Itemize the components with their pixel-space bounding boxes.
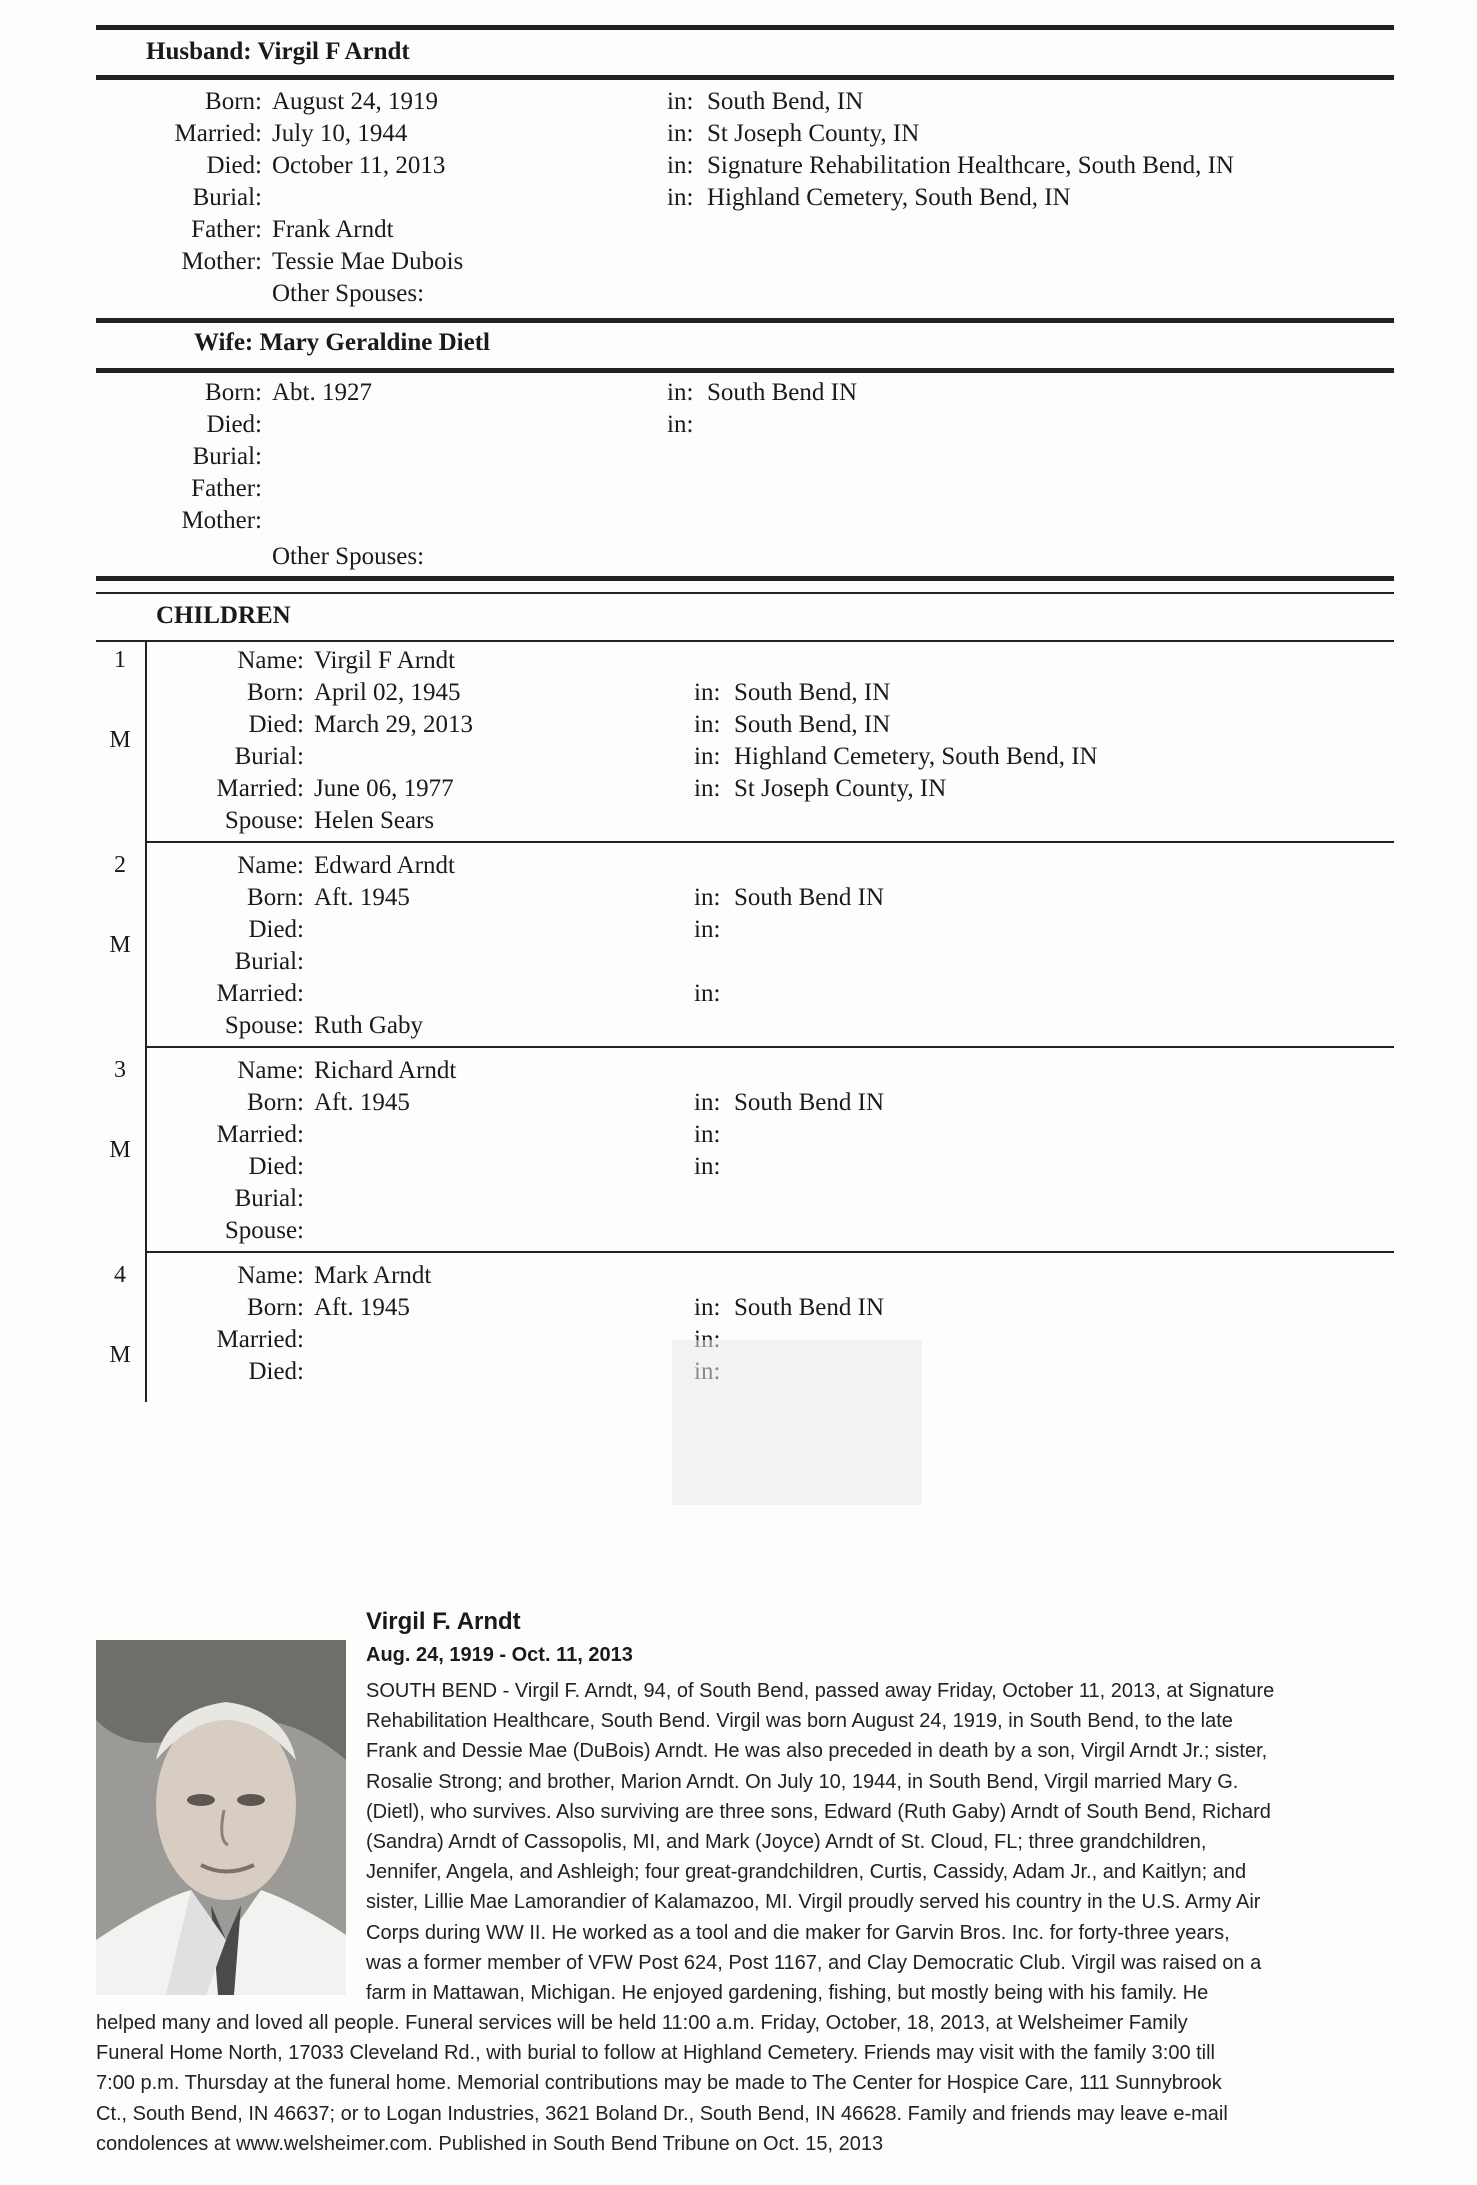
obituary-line: Ct., South Bend, IN 46637; or to Logan Industries, 3621 Boland Dr., South Bend, IN 46628. Family and friends may leave e-mail <box>96 2102 1228 2125</box>
in-label: in: <box>694 711 721 738</box>
child-number: 2 <box>114 852 126 878</box>
field-value: Aft. 1945 <box>314 884 410 911</box>
other-spouses-label: Other Spouses: <box>272 543 425 570</box>
scan-smudge <box>672 1340 922 1505</box>
obituary-line: farm in Mattawan, Michigan. He enjoyed gardening, fishing, but mostly being with his family. He <box>366 1982 1209 2005</box>
field-value: March 29, 2013 <box>314 711 473 738</box>
child-number: 1 <box>114 647 126 673</box>
child-sex: M <box>109 1342 131 1368</box>
field-label: Father: <box>191 216 262 243</box>
obituary-line: (Dietl), who survives. Also surviving are three sons, Edward (Ruth Gaby) Arndt of South Bend, Richard <box>366 1800 1271 1823</box>
children-top-rule-2 <box>96 592 1394 594</box>
child-sex: M <box>109 727 131 753</box>
field-label: Died: <box>248 711 304 738</box>
field-label: Died: <box>248 916 304 943</box>
in-label: in: <box>694 1153 721 1180</box>
field-label: Born: <box>205 88 262 115</box>
field-value: August 24, 1919 <box>272 88 438 115</box>
field-label: Name: <box>237 852 304 879</box>
children-top-rule <box>96 576 1394 581</box>
obituary-title: Virgil F. Arndt <box>366 1608 521 1635</box>
obituary-line: Rosalie Strong; and brother, Marion Arndt. On July 10, 1944, in South Bend, Virgil married Mary G. <box>366 1770 1239 1793</box>
obituary-dates: Aug. 24, 1919 - Oct. 11, 2013 <box>366 1644 633 1666</box>
field-label: Died: <box>206 411 262 438</box>
field-label: Married: <box>216 775 304 802</box>
place-value: South Bend IN <box>707 379 857 406</box>
place-value: South Bend, IN <box>734 711 891 738</box>
place-value: St Joseph County, IN <box>707 120 920 147</box>
place-value: Highland Cemetery, South Bend, IN <box>734 743 1098 770</box>
wife-header: Wife: Mary Geraldine Dietl <box>194 329 490 356</box>
place-value: South Bend, IN <box>707 88 864 115</box>
field-label: Burial: <box>234 743 304 770</box>
obituary-line: Jennifer, Angela, and Ashleigh; four great-grandchildren, Curtis, Cassidy, Adam Jr., and Kaitlyn; and <box>366 1861 1247 1884</box>
child-number: 3 <box>114 1057 126 1083</box>
field-label: Burial: <box>192 443 262 470</box>
place-value: South Bend IN <box>734 1294 884 1321</box>
field-label: Born: <box>247 884 304 911</box>
field-label: Married: <box>216 980 304 1007</box>
field-label: Died: <box>248 1153 304 1180</box>
child-sex: M <box>109 1137 131 1163</box>
field-label: Father: <box>191 475 262 502</box>
field-value: Helen Sears <box>314 807 435 834</box>
in-label: in: <box>694 916 721 943</box>
field-label: Died: <box>248 1358 304 1385</box>
place-value: South Bend IN <box>734 884 884 911</box>
child-separator <box>146 841 1394 843</box>
field-value: Virgil F Arndt <box>314 647 456 674</box>
other-spouses-label: Other Spouses: <box>272 280 425 307</box>
obituary-line: Frank and Dessie Mae (DuBois) Arndt. He was also preceded in death by a son, Virgil Arndt Jr.; sister, <box>366 1740 1268 1763</box>
place-value: Highland Cemetery, South Bend, IN <box>707 184 1071 211</box>
obituary-line: was a former member of VFW Post 624, Post 1167, and Clay Democratic Club. Virgil was raised on a <box>366 1951 1262 1974</box>
field-label: Married: <box>174 120 262 147</box>
obituary-line: SOUTH BEND - Virgil F. Arndt, 94, of South Bend, passed away Friday, October 11, 2013, at Signature <box>366 1680 1275 1702</box>
field-label: Name: <box>237 1057 304 1084</box>
in-label: in: <box>667 152 694 179</box>
field-label: Born: <box>247 1089 304 1116</box>
field-label: Died: <box>206 152 262 179</box>
child-sex: M <box>109 932 131 958</box>
in-label: in: <box>694 1121 721 1148</box>
field-label: Spouse: <box>224 1217 304 1244</box>
place-value: Signature Rehabilitation Healthcare, South Bend, IN <box>707 152 1234 179</box>
field-label: Born: <box>247 1294 304 1321</box>
obituary-line: Rehabilitation Healthcare, South Bend. Virgil was born August 24, 1919, in South Bend, to the late <box>366 1710 1233 1733</box>
obituary-line: helped many and loved all people. Funeral services will be held 11:00 a.m. Friday, October, 18, 2013, at Welsheimer Family <box>96 2012 1188 2034</box>
wife-header-rule <box>96 368 1394 373</box>
in-label: in: <box>667 411 694 438</box>
field-label: Burial: <box>234 948 304 975</box>
in-label: in: <box>667 120 694 147</box>
field-value: Edward Arndt <box>314 852 455 879</box>
in-label: in: <box>694 884 721 911</box>
in-label: in: <box>694 980 721 1007</box>
in-label: in: <box>667 184 694 211</box>
field-label: Name: <box>237 647 304 674</box>
field-label: Born: <box>247 679 304 706</box>
place-value: South Bend IN <box>734 1089 884 1116</box>
top-rule <box>96 25 1394 30</box>
obituary-line: condolences at www.welsheimer.com. Published in South Bend Tribune on Oct. 15, 2013 <box>96 2132 884 2155</box>
children-column-divider <box>145 640 147 1402</box>
field-label: Mother: <box>181 507 262 534</box>
field-value: July 10, 1944 <box>272 120 408 147</box>
field-value: October 11, 2013 <box>272 152 446 179</box>
obituary-line: 7:00 p.m. Thursday at the funeral home. Memorial contributions may be made to The Center for Hospice Care, 111 Sunnybrook <box>96 2072 1222 2095</box>
in-label: in: <box>694 1294 721 1321</box>
husband-header-rule <box>96 75 1394 80</box>
field-label: Married: <box>216 1326 304 1353</box>
obituary-body-wide <box>96 2008 1228 2159</box>
field-value: Tessie Mae Dubois <box>272 248 464 275</box>
obituary-body-narrow <box>366 1676 1274 2008</box>
field-label: Mother: <box>181 248 262 275</box>
place-value: St Joseph County, IN <box>734 775 947 802</box>
child-number: 4 <box>114 1262 126 1288</box>
in-label: in: <box>667 88 694 115</box>
field-label: Spouse: <box>224 807 304 834</box>
wife-top-rule <box>96 318 1394 323</box>
place-value: South Bend, IN <box>734 679 891 706</box>
husband-header: Husband: Virgil F Arndt <box>146 38 410 65</box>
field-label: Name: <box>237 1262 304 1289</box>
field-value: June 06, 1977 <box>314 775 454 802</box>
in-label: in: <box>694 743 721 770</box>
field-value: Ruth Gaby <box>314 1012 424 1039</box>
obituary-line: (Sandra) Arndt of Cassopolis, MI, and Mark (Joyce) Arndt of St. Cloud, FL; three grandchildren, <box>366 1831 1207 1854</box>
in-label: in: <box>694 775 721 802</box>
child-separator <box>146 1046 1394 1048</box>
obituary-line: sister, Lillie Mae Lamorandier of Kalamazoo, MI. Virgil proudly served his country in the U.S. Army Air <box>366 1891 1261 1914</box>
obituary-line: Corps during WW II. He worked as a tool and die maker for Garvin Bros. Inc. for forty-three years, <box>366 1921 1230 1944</box>
children-header-rule <box>96 640 1394 642</box>
field-value: Frank Arndt <box>272 216 394 243</box>
field-value: Aft. 1945 <box>314 1294 410 1321</box>
field-label: Burial: <box>192 184 262 211</box>
field-value: Mark Arndt <box>314 1262 432 1289</box>
child-separator <box>146 1251 1394 1253</box>
field-label: Born: <box>205 379 262 406</box>
obituary-line: Funeral Home North, 17033 Cleveland Rd., with burial to follow at Highland Cemetery. Friends may visit with the family 3:00 till <box>96 2042 1216 2065</box>
in-label: in: <box>694 1089 721 1116</box>
field-value: Aft. 1945 <box>314 1089 410 1116</box>
in-label: in: <box>694 679 721 706</box>
field-value: Richard Arndt <box>314 1057 457 1084</box>
field-value: Abt. 1927 <box>272 379 372 406</box>
in-label: in: <box>667 379 694 406</box>
field-label: Burial: <box>234 1185 304 1212</box>
obituary-photo <box>96 1640 346 1995</box>
field-label: Married: <box>216 1121 304 1148</box>
field-label: Spouse: <box>224 1012 304 1039</box>
portrait-illustration <box>96 1640 346 1995</box>
field-value: April 02, 1945 <box>314 679 461 706</box>
children-header: CHILDREN <box>156 602 291 629</box>
